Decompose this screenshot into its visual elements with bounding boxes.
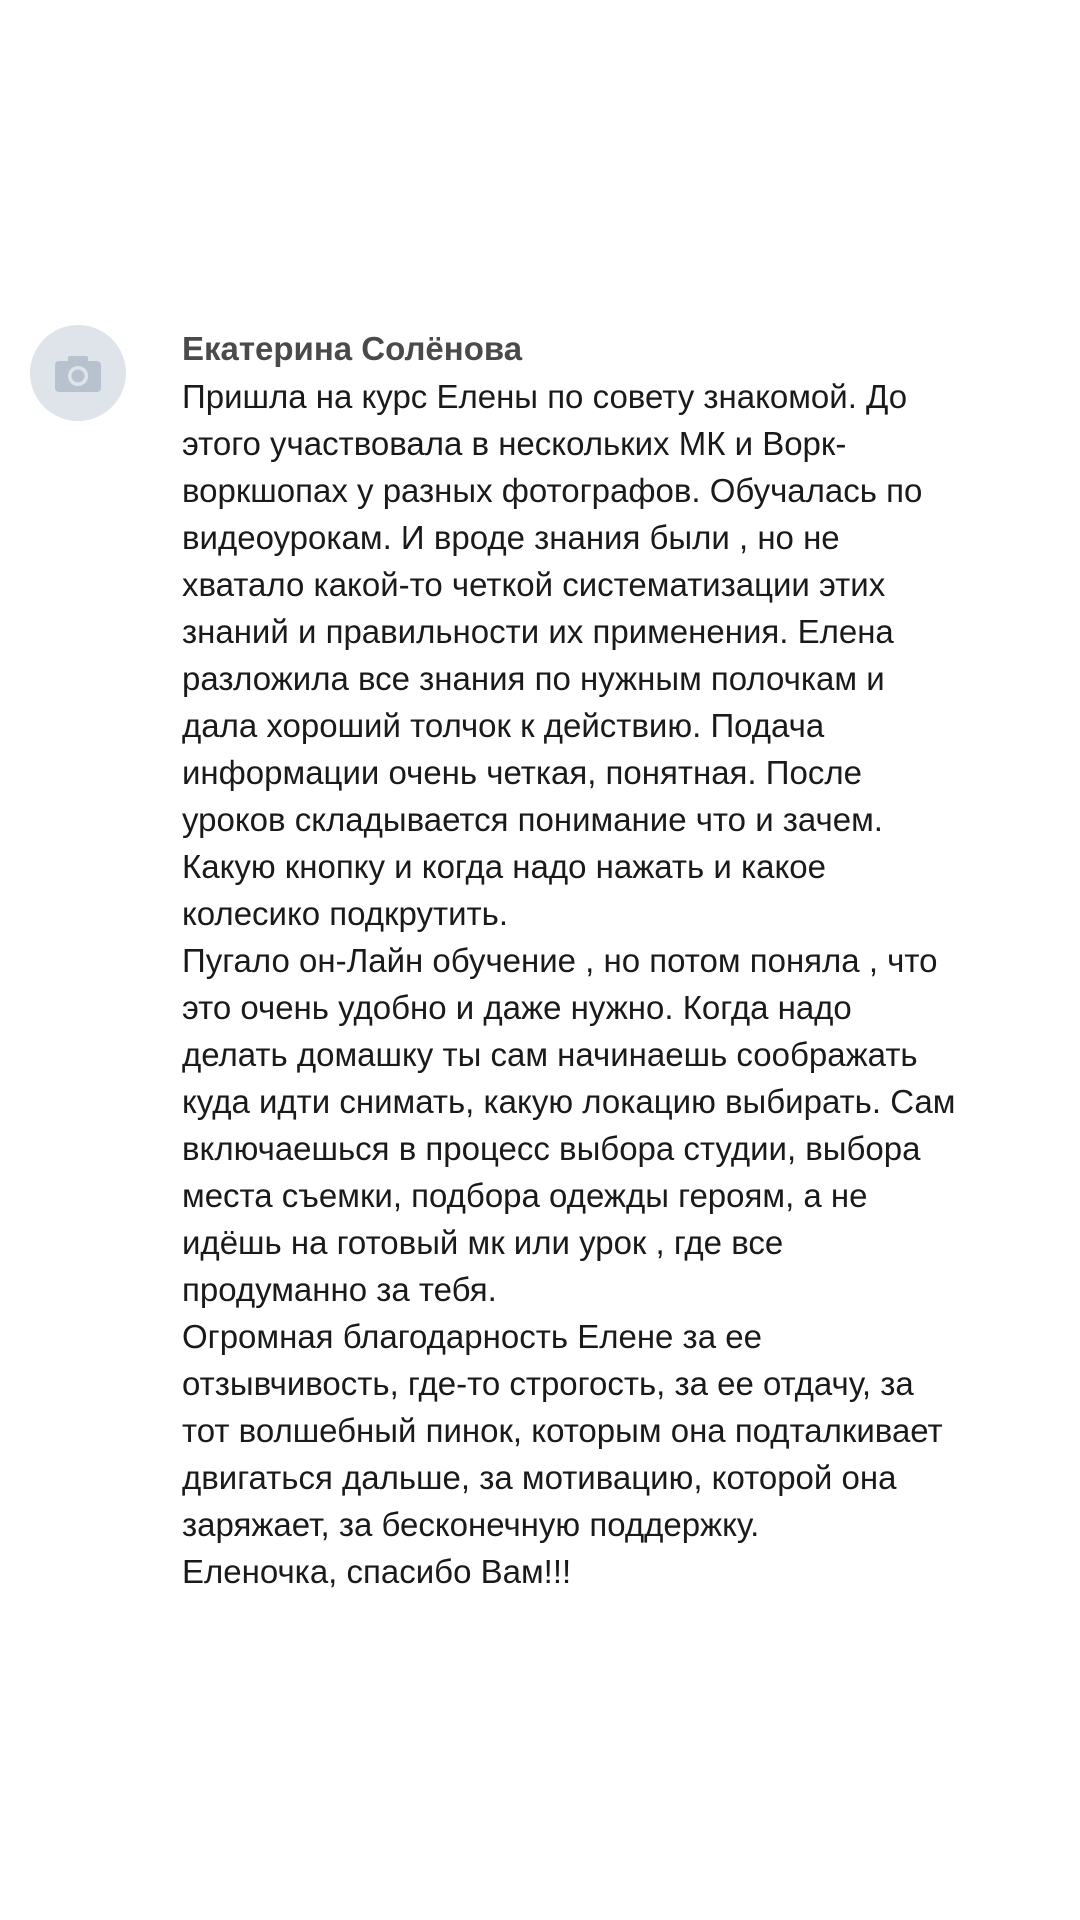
comment-line: воркшопах у разных фотографов. Обучалась по [182,472,923,509]
comment-line: Пугало он-Лайн обучение , но потом поняла , что [182,942,938,979]
comment-line: делать домашку ты сам начинаешь соображать [182,1036,918,1073]
camera-icon [54,353,102,393]
comment-line: заряжает, за бесконечную поддержку. [182,1506,760,1543]
comment-line: колесико подкрутить. [182,895,509,932]
author-name[interactable]: Екатерина Солёнова [182,330,523,367]
comment-line: знаний и правильности их применения. Елена [182,613,894,650]
comment-line: видеоурокам. И вроде знания были , но не [182,519,840,556]
comment-line: тот волшебный пинок, которым она подталкивает [182,1412,943,1449]
comment [30,325,1060,1595]
comment-line: идёшь на готовый мк или урок , где все [182,1224,784,1261]
comment-line: места съемки, подбора одежды героям, а не [182,1177,868,1214]
comment-line: отзывчивость, где-то строгость, за ее отдачу, за [182,1365,914,1402]
comment-line: Пришла на курс Елены по совету знакомой. До [182,378,908,415]
comment-line: Огромная благодарность Елене за ее [182,1318,762,1355]
comment-line: Какую кнопку и когда надо нажать и какое [182,848,826,885]
comment-line: продуманно за тебя. [182,1271,497,1308]
comment-body [182,325,1060,1595]
comment-line: двигаться дальше, за мотивацию, которой она [182,1459,897,1496]
comment-line: включаешься в процесс выбора студии, выбора [182,1130,921,1167]
comment-line: этого участвовала в нескольких МК и Ворк- [182,425,847,462]
comment-line: уроков складывается понимание что и зачем. [182,801,883,838]
avatar[interactable] [30,325,126,421]
comment-line: это очень удобно и даже нужно. Когда надо [182,989,852,1026]
comment-line: Еленочка, спасибо Вам!!! [182,1553,572,1590]
comment-line: дала хороший толчок к действию. Подача [182,707,825,744]
comment-text [182,373,1060,1595]
comment-line: хватало какой-то четкой систематизации этих [182,566,886,603]
comment-line: разложила все знания по нужным полочкам и [182,660,885,697]
comment-line: куда идти снимать, какую локацию выбирать. Сам [182,1083,956,1120]
comment-line: информации очень четкая, понятная. После [182,754,862,791]
